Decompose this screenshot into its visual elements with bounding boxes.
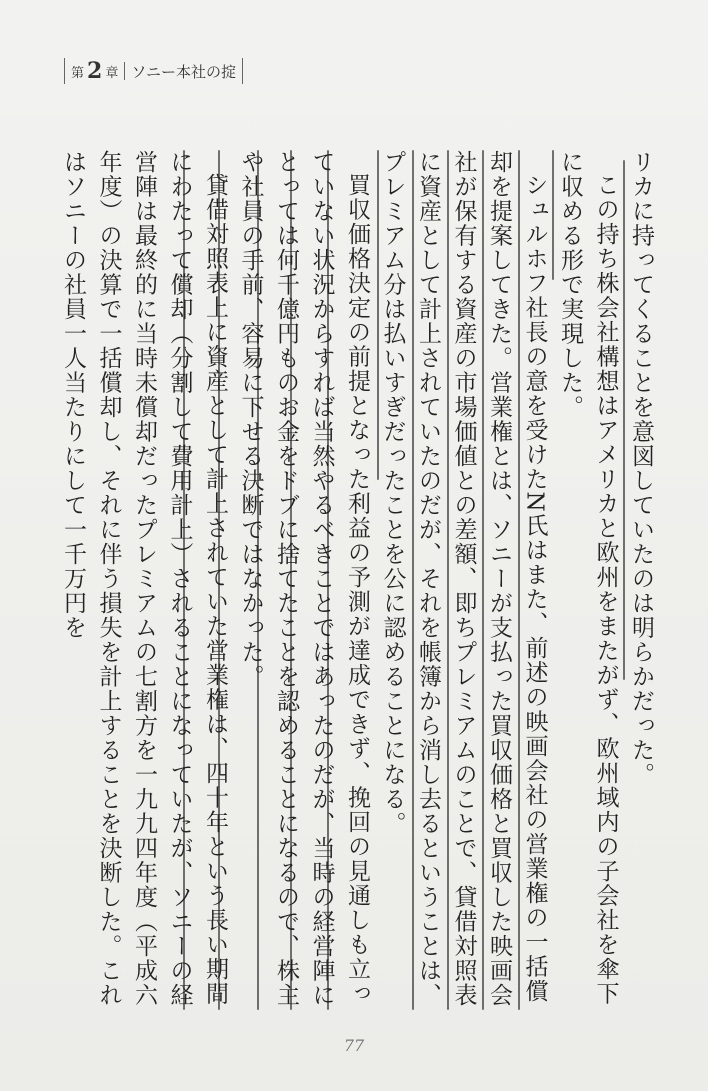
- chapter-number: 2: [87, 58, 103, 84]
- chapter-suffix: 章: [105, 65, 119, 81]
- paragraph: 買収価格決定の前提となった利益の予測が達成できず、挽回の見通しも立っていない状況からすれば当然やるべきことではあったのだが、当時の経営陣にとっては何千億円ものお金をドブに捨てたことを認めることになるので、株主や社員の手前、容易に下せる決断ではなかった。: [237, 150, 370, 1008]
- page-number: 77: [343, 1036, 365, 1055]
- paragraph: リカに持ってくることを意図していたのは明らかだった。: [628, 150, 654, 787]
- header-divider: [124, 62, 125, 80]
- chapter-title: ソニー本社の掟: [131, 62, 237, 81]
- paragraph: シュルホフ社長の意を受けたN氏はまた、前述の映画会社の営業権の一括償却を提案してきた。営業権とは、ソニーが支払った買収価格と買収した映画会社が保有する資産の市場価値との差額、即ちプレミアムのことで、貸借対照表に資産として計上されていたのだが、それを帳簿から消し去るということは、プレミアム分は払いすぎだったことを公に認めることになる。: [379, 150, 548, 1008]
- running-header: [64, 58, 243, 84]
- body-text: [55, 150, 659, 1010]
- paragraph: 貸借対照表上に資産として計上されていた営業権は、四十年という長い期間にわたって償却（分割して費用計上）されることになっていたが、ソニーの経営陣は最終的に当時未償却だったプレミアムの七割方を一九九四年度（平成六年度）の決算で一括償却し、それに伴う損失を計上することを決断した。これはソニーの社員一人当たりにして一千万円を: [60, 150, 228, 1008]
- paragraph: この持ち株会社構想はアメリカと欧州をまたがず、欧州域内の子会社を傘下に収める形で実現した。: [557, 150, 619, 1006]
- chapter-prefix: 第: [71, 65, 85, 81]
